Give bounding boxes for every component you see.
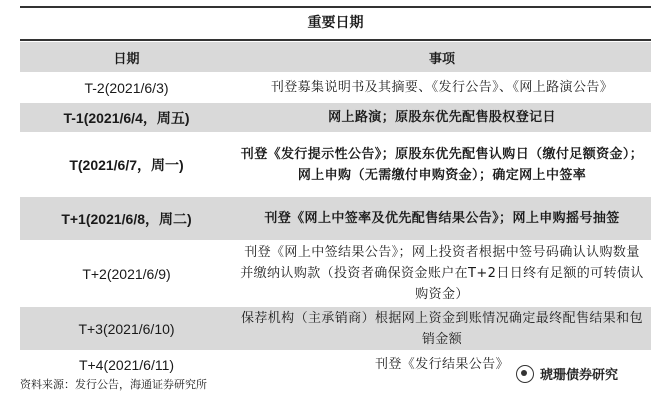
header-row <box>20 42 651 73</box>
table-row <box>20 73 651 103</box>
row-date: T(2021/6/7，周一) <box>20 133 233 197</box>
wechat-logo-icon <box>516 365 534 383</box>
row-date: T-1(2021/6/4，周五) <box>20 103 233 133</box>
watermark <box>516 364 618 383</box>
watermark-text: 琥珊债券研究 <box>540 368 619 383</box>
row-date: T+1(2021/6/8，周二) <box>20 197 233 241</box>
table-row <box>20 133 651 197</box>
row-date: T+4(2021/6/11) <box>20 351 233 379</box>
table-row <box>20 241 651 307</box>
row-event: 刊登《发行提示性公告》；原股东优先配售认购日（缴付足额资金）；网上申购（无需缴付申购资金）；确定网上中签率 <box>233 133 651 197</box>
row-event: 刊登《网上中签率及优先配售结果公告》；网上申购摇号抽签 <box>233 197 651 241</box>
table-row <box>20 103 651 133</box>
header-date: 日期 <box>20 42 233 73</box>
row-event: 刊登《发行结果公告》 <box>233 351 651 379</box>
source-note: 资料来源：发行公告，海通证券研究所 <box>20 378 207 391</box>
row-date: T-2(2021/6/3) <box>20 73 233 103</box>
row-event: 刊登募集说明书及其摘要、《发行公告》、《网上路演公告》 <box>233 73 651 103</box>
row-date: T+2(2021/6/9) <box>20 241 233 307</box>
row-event: 保荐机构（主承销商）根据网上资金到账情况确定最终配售结果和包销金额 <box>233 307 651 351</box>
header-event: 事项 <box>233 42 651 73</box>
table-row <box>20 197 651 241</box>
row-event: 刊登《网上中签结果公告》；网上投资者根据中签号码确认认购数量并缴纳认购款（投资者确保资金账户在T+2日日终有足额的可转债认购资金） <box>233 241 651 307</box>
row-event: 网上路演；原股东优先配售股权登记日 <box>233 103 651 133</box>
row-date: T+3(2021/6/10) <box>20 307 233 351</box>
table-row <box>20 307 651 351</box>
title-bottom-rule <box>20 39 651 41</box>
table-title: 重要日期 <box>307 15 364 31</box>
important-dates-table <box>20 42 651 379</box>
